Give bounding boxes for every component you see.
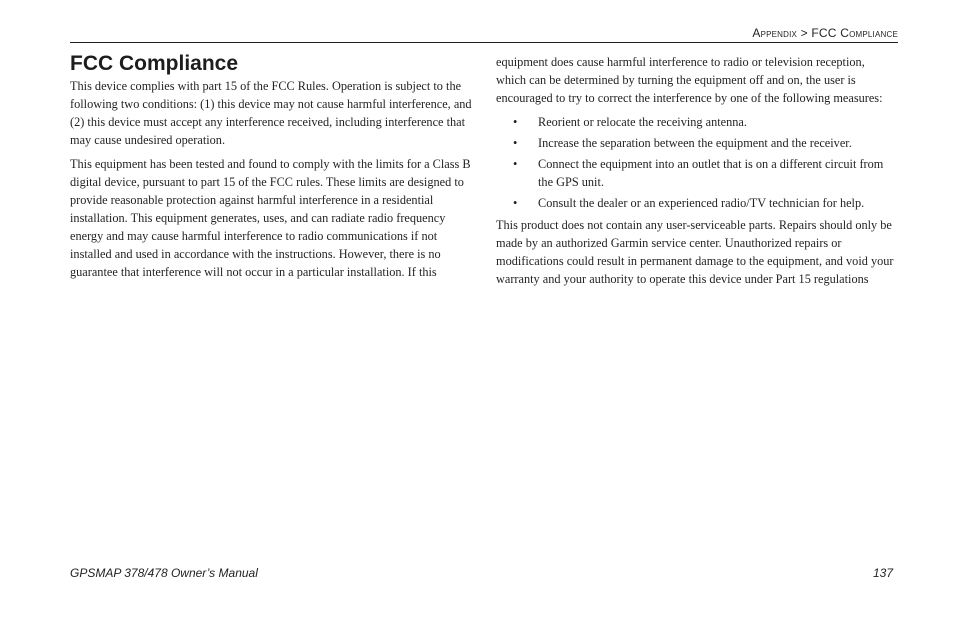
breadcrumb-section: Appendix bbox=[752, 26, 798, 40]
right-column bbox=[496, 53, 896, 294]
breadcrumb bbox=[752, 26, 898, 40]
header-divider bbox=[70, 42, 898, 43]
breadcrumb-page: FCC Compliance bbox=[811, 26, 898, 40]
paragraph-class-b: This equipment has been tested and found to comply with the limits for a Class B digital device, pursuant to part 15 of the FCC rules. These limits are designed to provide reasonable protection against harmful interference in a residential installation. This equipment generates, uses, and can radiate radio frequency energy and may cause harmful interference to radio communications if not installed and used in accordance with the instructions. However, there is no guarantee that interference will not occur in a particular installation. If this bbox=[70, 157, 471, 279]
bullet-icon: • bbox=[513, 157, 518, 171]
paragraph-compliance: This device complies with part 15 of the FCC Rules. Operation is subject to the following two conditions: (1) this device may not cause harmful interference, and (2) this device must accept any interference received, including interference that may cause undesired operation. bbox=[70, 79, 472, 147]
list-item bbox=[496, 194, 896, 212]
list-item bbox=[496, 134, 896, 152]
list-item-text: Increase the separation between the equipment and the receiver. bbox=[538, 136, 852, 150]
breadcrumb-separator: > bbox=[800, 26, 808, 40]
left-column bbox=[70, 77, 475, 287]
manual-title: GPSMAP 378/478 Owner’s Manual bbox=[70, 566, 258, 580]
measures-list bbox=[496, 113, 896, 212]
bullet-icon: • bbox=[513, 196, 518, 210]
page-title: FCC Compliance bbox=[70, 52, 239, 75]
bullet-icon: • bbox=[513, 115, 518, 129]
list-item-text: Consult the dealer or an experienced radio/TV technician for help. bbox=[538, 196, 865, 210]
paragraph-interference: equipment does cause harmful interference to radio or television reception, which can be determined by turning the equipment off and on, the user is encouraged to try to correct the interference by one of the following measures: bbox=[496, 55, 883, 105]
list-item-text: Reorient or relocate the receiving antenna. bbox=[538, 115, 747, 129]
bullet-icon: • bbox=[513, 136, 518, 150]
page-number: 137 bbox=[872, 566, 893, 580]
paragraph-repairs: This product does not contain any user-serviceable parts. Repairs should only be made by an authorized Garmin service center. Unauthorized repairs or modifications could result in permanent damage to the equipment, and void your warranty and your authority to operate this device under Part 15 regulations bbox=[496, 218, 894, 286]
list-item bbox=[496, 113, 896, 131]
list-item bbox=[496, 155, 896, 191]
list-item-text: Connect the equipment into an outlet that is on a different circuit from the GPS unit. bbox=[538, 157, 884, 189]
